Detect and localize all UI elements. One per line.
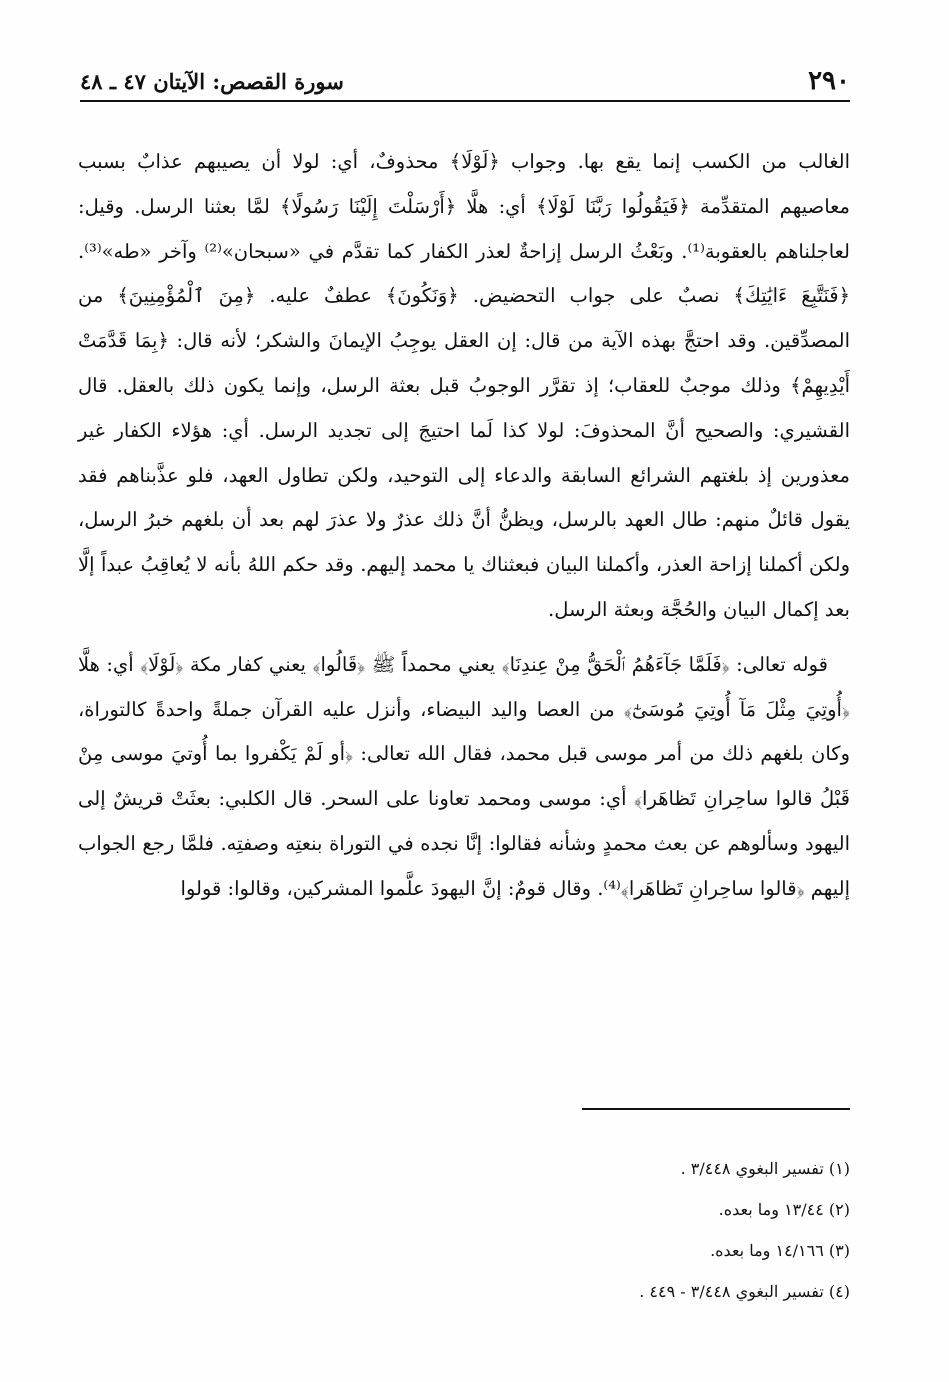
footnote: (١) تفسير البغوي ٣/٤٤٨ .: [680, 1159, 850, 1178]
paragraph: الغالب من الكسب إنما يقع بها. وجواب ﴿لَوْلَا﴾ محذوفٌ، أي: لولا أن يصيبهم عذابٌ بسبب معاصيهم المتقدِّمة ﴿فَيَقُولُوا رَبَّنَا لَوْلَا﴾ أي: هلَّا ﴿أَرْسَلْتَ إِلَيْنَا رَسُولًا﴾ لمَّا بعثنا الرسل. وقيل: لعاجلناهم بالعقوبة⁽¹⁾. وبَعْثُ الرسل إزاحةٌ لعذر الكفار كما تقدَّم في «سبحان»⁽²⁾ وآخر «طه»⁽³⁾. ﴿فَنَتَّبِعَ ءَايَٰتِكَ﴾ نصبٌ على جواب التحضيض. ﴿وَنَكُونَ﴾ عطفٌ عليه. ﴿مِنَ ٱلْمُؤْمِنِينَ﴾ من المصدِّقين. وقد احتجَّ بهذه الآية من قال: إن العقل يوجِبُ الإيمانَ والشكر؛ لأنه قال: ﴿بِمَا قَدَّمَتْ أَيْدِيهِمْ﴾ وذلك موجبٌ للعقاب؛ إذ تقرَّر الوجوبُ قبل بعثة الرسل، وإنما يكون ذلك بالعقل. قال القشيري: والصحيح أنَّ المحذوفَ: لولا كذا لَما احتيجَ إلى تجديد الرسل. أي: هؤلاء الكفار غير معذورين إذ بلغتهم الشرائع السابقة والدعاء إلى التوحيد، ولكن تطاول العهد، فلو عذَّبناهم فقد يقول قائلٌ منهم: طال العهد بالرسل، ويظنُّ أنَّ ذلك عذرٌ ولا عذرَ لهم بعد أن بلغهم خبرُ الرسل، ولكن أكملنا إزاحة العذر، وأكملنا البيان فبعثناك يا محمد إليهم. وقد حكم اللهُ بأنه لا يُعاقِبُ عبداً إلَّا بعد إكمال البيان والحُجَّة وبعثة الرسل.: [78, 150, 850, 621]
footnotes: [380, 1148, 850, 1312]
page-number: ٢٩٠: [808, 66, 850, 96]
footnote: (٤) تفسير البغوي ٣/٤٤٨ - ٤٤٩ .: [639, 1282, 850, 1301]
footnote: (٣) ١٤/١٦٦ وما بعده.: [710, 1241, 850, 1260]
footnote: (٢) ١٣/٤٤ وما بعده.: [718, 1200, 850, 1219]
page-header: [80, 62, 850, 100]
paragraph: قوله تعالى: ﴿فَلَمَّا جَآءَهُمُ ٱلْحَقُّ مِنْ عِندِنَا﴾ يعني محمداً ﷺ ﴿قَالُوا﴾ يعني كفار مكة ﴿لَوْلَا﴾ أي: هلَّا ﴿أُوتِيَ مِثْلَ مَآ أُوتِيَ مُوسَىٰٓ﴾ من العصا واليد البيضاء، وأنزل عليه القرآن جملةً واحدةً كالتوراة، وكان بلغهم ذلك من أمر موسى قبل محمد، فقال الله تعالى: ﴿أو لَمْ يَكْفروا بما أُوتيَ موسى مِنْ قَبْلُ قالوا ساحِرانِ تَظاهَرا﴾ أي: موسى ومحمد تعاونا على السحر. قال الكلبي: بعثَتْ قريشٌ إلى اليهود وسألوهم عن بعث محمدٍ وشأنه فقالوا: إنَّا نجده في التوراة بنعتِه وصفتِه. فلمَّا رجع الجواب إليهم ﴿قالوا ساحِرانِ تَظاهَرا﴾⁽⁴⁾. وقال قومٌ: إنَّ اليهودَ علَّموا المشركين، وقالوا: قولوا: [78, 652, 850, 900]
header-rule: [80, 100, 850, 102]
footnote-rule: [582, 1108, 850, 1110]
running-title: سورة القصص: الآيتان ٤٧ ـ ٤٨: [80, 68, 344, 94]
main-text: [78, 140, 850, 912]
